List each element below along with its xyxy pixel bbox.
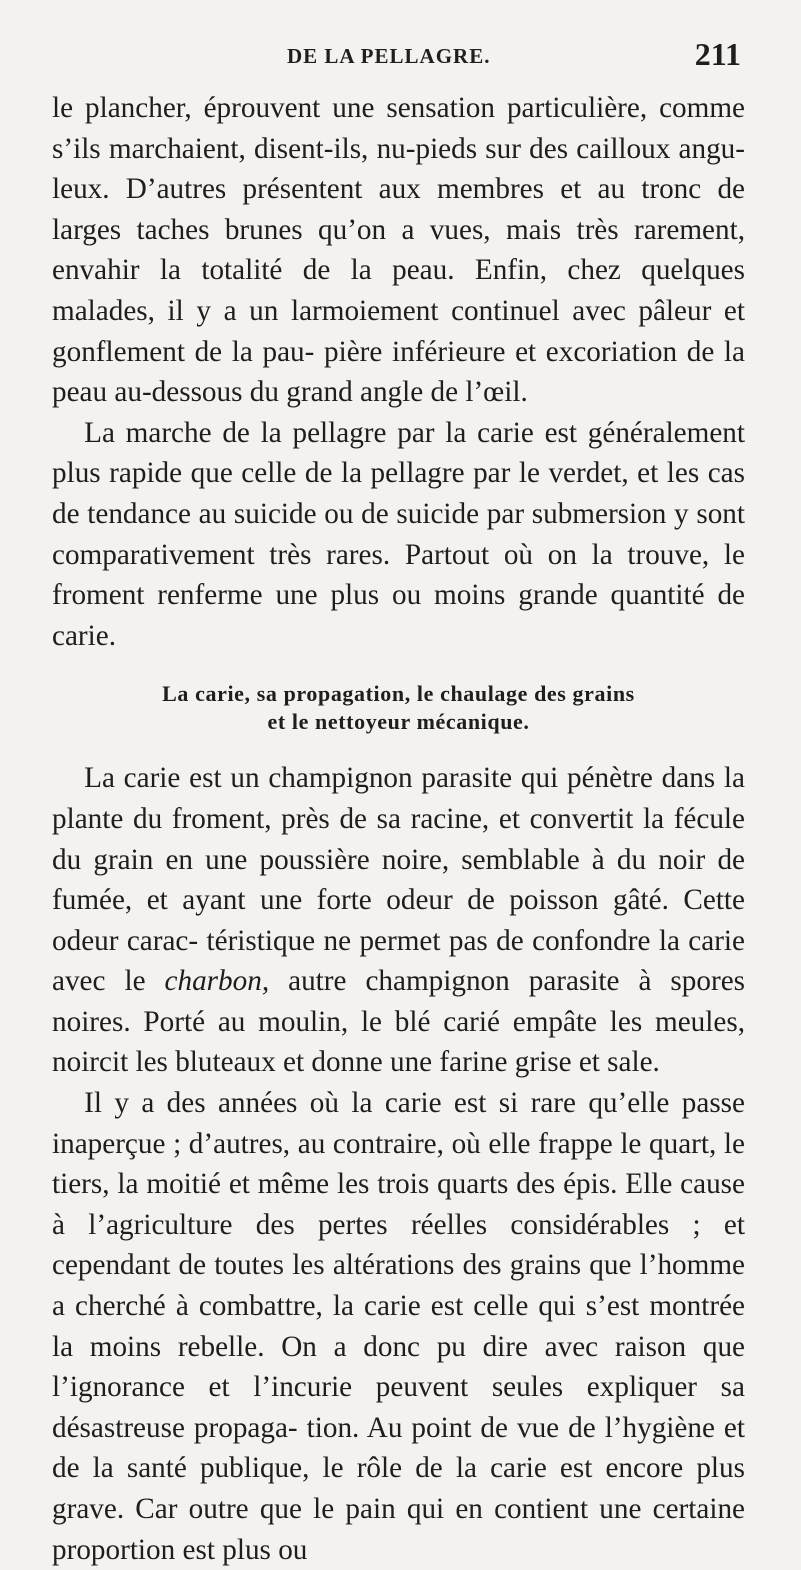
paragraph-2: La marche de la pellagre par la carie est généralement plus rapide que celle de la pellagre par le verdet, et les cas de tendance au suicide ou de suicide par submersion y sont comparativement très rares. Partout où on la trouve, le froment renferme une plus ou moins grande quantité de carie. xyxy=(52,416,745,652)
paragraph-3 xyxy=(52,758,745,1083)
paragraph-3-text-before: La carie est un champignon parasite qui pénètre dans la plante du froment, près de sa racine, et convertit la fécule du grain en une poussière noire, semblable à du noir de fumée, et ayant une forte odeur de poisson gâté. Cette odeur carac- téristique ne permet pas de confondre la carie avec le xyxy=(52,762,745,998)
section-heading xyxy=(52,680,745,736)
running-head-title: DE LA PELLAGRE. xyxy=(287,44,491,68)
section-heading-line-2: et le nettoyeur mécanique. xyxy=(267,709,530,735)
paragraph-1: le plancher, éprouvent une sensation particulière, comme s’ils marchaient, disent-ils, nu-pieds sur des cailloux angu- leux. D’autres présentent aux membres et au tronc de larges taches brunes qu’on a vues, mais très rarement, envahir la totalité de la peau. Enfin, chez quelques malades, il y a un larmoiement continuel avec pâleur et gonflement de la pau- pière inférieure et excoriation de la peau au-dessous du grand angle de l’œil. xyxy=(52,92,745,409)
page-number: 211 xyxy=(694,36,741,72)
paragraph-3-italic-term: charbon, xyxy=(164,965,270,998)
paragraph-4: Il y a des années où la carie est si rare qu’elle passe inaperçue ; d’autres, au contraire, où elle frappe le quart, le tiers, la moitié et même les trois quarts des épis. Elle cause à l’agriculture des pertes réelles considérables ; et cependant de toutes les altérations des grains que l’homme a cherché à combattre, la carie est celle qui s’est montrée la moins rebelle. On a donc pu dire avec raison que l’ignorance et l’incurie peuvent seules expliquer sa désastreuse propaga- tion. Au point de vue de l’hygiène et de la santé publique, le rôle de la carie est encore plus grave. Car outre que le pain qui en contient une certaine proportion est plus ou xyxy=(52,1087,745,1566)
running-head xyxy=(52,36,745,82)
section-heading-line-1: La carie, sa propagation, le chaulage des grains xyxy=(162,681,635,707)
body-text xyxy=(52,88,745,1570)
paragraph-3-text-after: autre champignon parasite à spores noires. Porté au moulin, le blé carié empâte les meules, noircit les bluteaux et donne une farine grise et sale. xyxy=(52,965,746,1079)
